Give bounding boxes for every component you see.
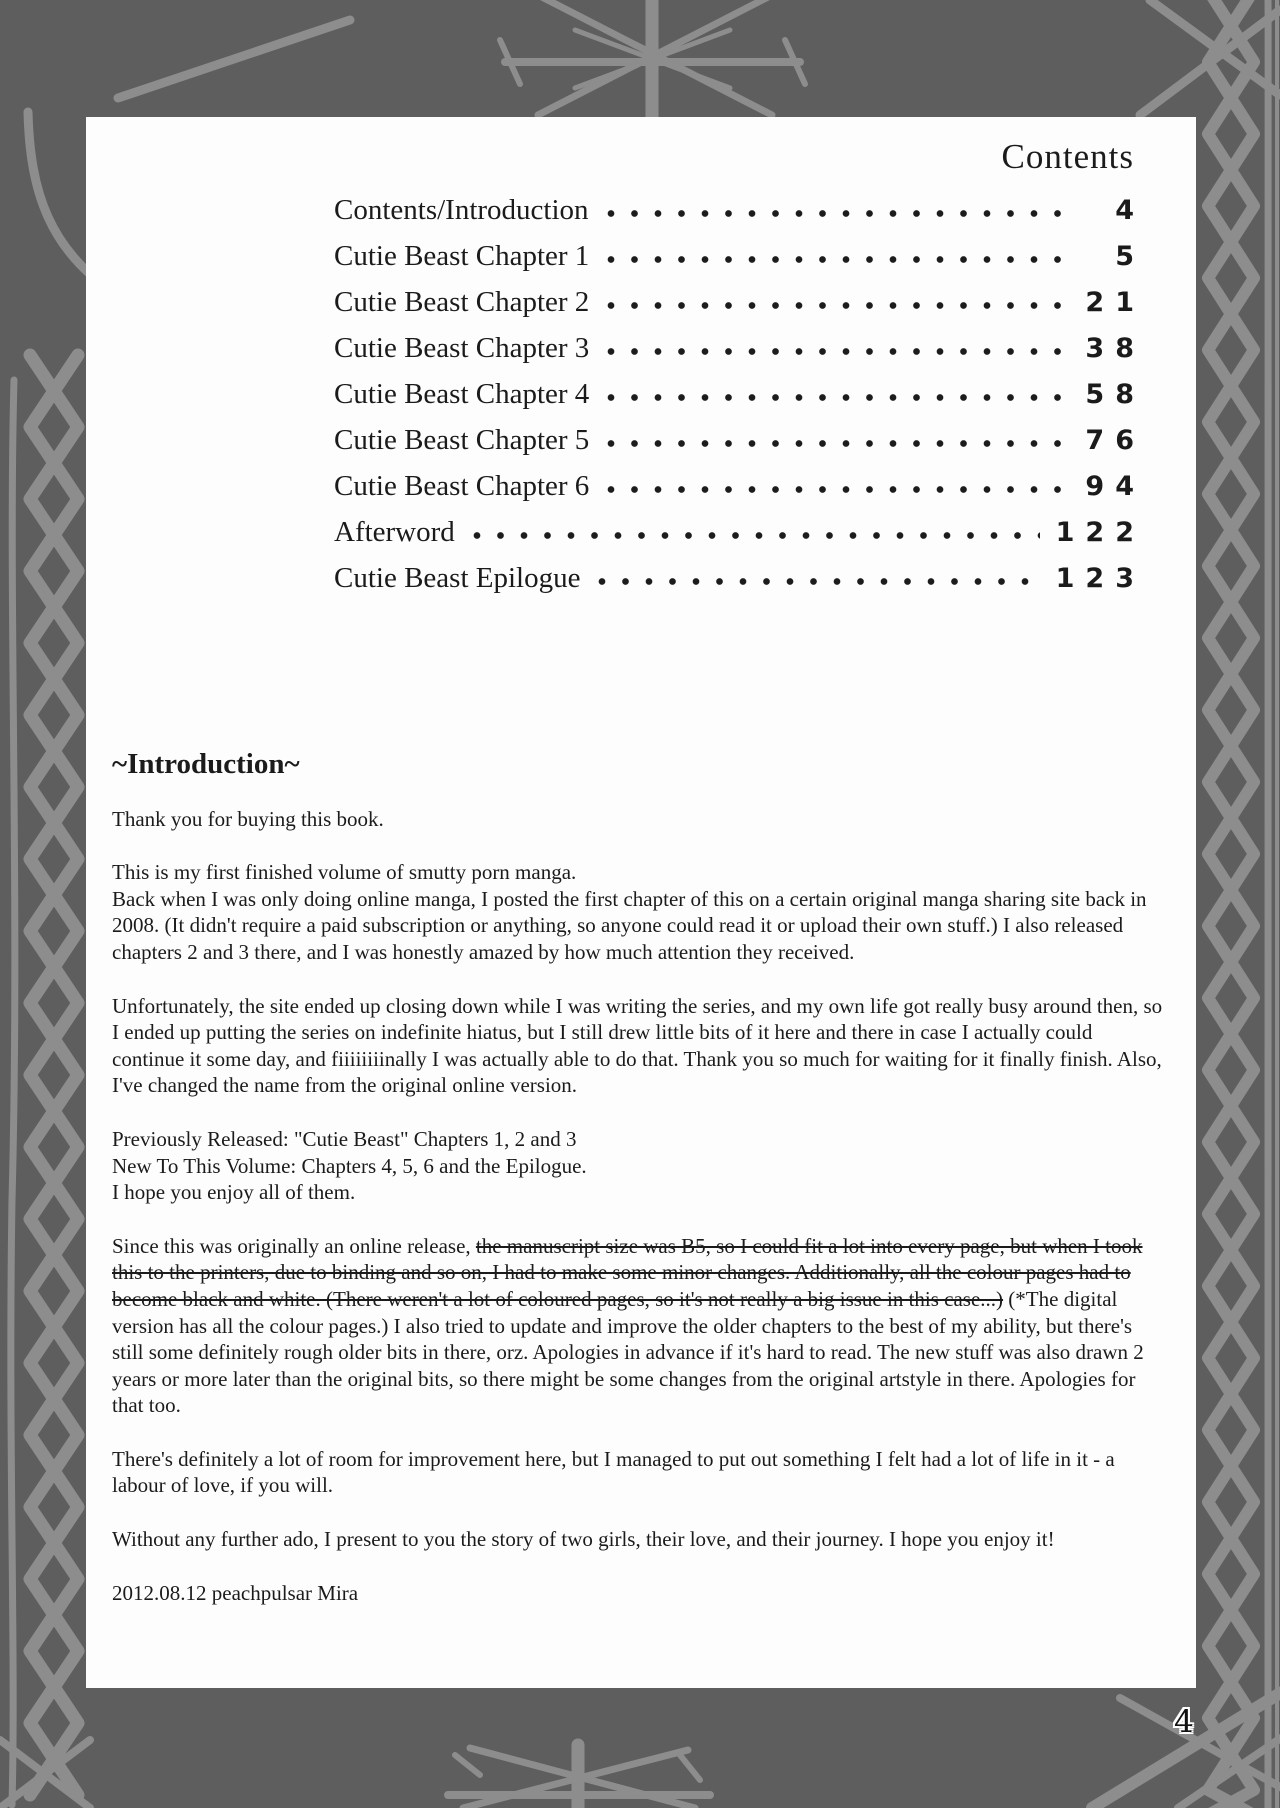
intro-paragraph-thanks: Thank you for buying this book.	[112, 806, 384, 831]
toc-page-number: 21	[1085, 286, 1145, 318]
intro-paragraph-released	[112, 1126, 1166, 1206]
toc-row	[334, 555, 1145, 601]
toc-label: Cutie Beast Chapter 6	[334, 469, 590, 502]
toc-label: Contents/Introduction	[334, 193, 589, 226]
toc-row	[334, 187, 1145, 233]
left-braid-pattern	[11, 355, 78, 1805]
toc-page-number: 123	[1055, 562, 1145, 594]
toc-page-number: 5	[1115, 240, 1145, 272]
toc-page-number: 122	[1055, 516, 1145, 548]
dot-leader	[607, 383, 1065, 412]
toc-row	[334, 279, 1145, 325]
toc-page-number: 4	[1115, 194, 1145, 226]
toc-label: Cutie Beast Chapter 2	[334, 285, 590, 318]
introduction-section	[112, 748, 1166, 1633]
toc-row	[334, 233, 1145, 279]
toc-page-number: 58	[1085, 378, 1145, 410]
page-number: 4	[1174, 1704, 1194, 1740]
toc-label: Cutie Beast Epilogue	[334, 561, 581, 594]
toc-label: Cutie Beast Chapter 1	[334, 239, 590, 272]
toc-row	[334, 417, 1145, 463]
signature-line: 2012.08.12 peachpulsar Mira	[112, 1580, 359, 1605]
bottom-snowflake-icon	[448, 1745, 710, 1808]
top-snowflake-icon	[500, 0, 805, 118]
toc-label: Cutie Beast Chapter 5	[334, 423, 590, 456]
toc-row	[334, 325, 1145, 371]
top-right-cross-pattern	[1140, 0, 1280, 115]
dot-leader	[473, 521, 1040, 550]
released-line-2: New To This Volume: Chapters 4, 5, 6 and the Epilogue.	[112, 1153, 587, 1178]
right-chain-pattern	[1208, 0, 1277, 1808]
dot-leader	[607, 291, 1065, 320]
dot-leader	[607, 337, 1065, 366]
intro-paragraph-history	[112, 859, 1166, 965]
toc-row	[334, 371, 1145, 417]
toc-page-number: 94	[1085, 470, 1145, 502]
toc-page-number: 76	[1085, 424, 1145, 456]
dot-leader	[607, 245, 1065, 274]
print-changes-struck-text: the manuscript size was B5, so I could fit a lot into every page, but when I took this to the printers, due to binding and so on, I had to make some minor changes. Additionally, all the colour pages had to become black and white. (There weren't a lot of coloured pages, so it's not really a big issue in this case...)	[112, 1233, 1143, 1311]
intro-paragraph-hiatus: Unfortunately, the site ended up closing down while I was writing the series, and my own life got really busy around then, so I ended up putting the series on indefinite hiatus, but I still drew little bits of it here and there in case I actually could continue it some day, and fiiiiiiiinally I was actually able to do that. Thank you so much for waiting for it finally finish. Also, I've changed the name from the original online version.	[112, 993, 1163, 1098]
introduction-heading: ~Introduction~	[112, 748, 300, 780]
dot-leader	[607, 475, 1065, 504]
released-line-3: I hope you enjoy all of them.	[112, 1180, 356, 1205]
intro-paragraph-present: Without any further ado, I present to you the story of two girls, their love, and their journey. I hope you enjoy it!	[112, 1527, 1055, 1552]
print-changes-post: (*The digital version has all the colour pages.) I also tried to update and improve the older chapters to the best of my ability, but there's still some definitely rough older bits in there, orz. Apologies in advance if it's hard to read. The new stuff was also drawn 2 years or more later than the original bits, so there might be some changes from the original artstyle in there. Apologies for that too.	[112, 1286, 1144, 1418]
dot-leader	[598, 567, 1039, 596]
toc-page-number: 38	[1085, 332, 1145, 364]
toc-label: Afterword	[334, 515, 455, 548]
intro-paragraph-print-changes	[112, 1233, 1166, 1419]
table-of-contents	[334, 137, 1145, 601]
toc-row	[334, 509, 1145, 555]
print-changes-pre: Since this was originally an online release,	[112, 1233, 476, 1258]
released-line-1: Previously Released: "Cutie Beast" Chapters 1, 2 and 3	[112, 1126, 577, 1151]
history-line-1: This is my first finished volume of smutty porn manga.	[112, 860, 577, 885]
toc-label: Cutie Beast Chapter 4	[334, 377, 590, 410]
toc-row	[334, 463, 1145, 509]
book-page	[86, 117, 1196, 1688]
toc-label: Cutie Beast Chapter 3	[334, 331, 590, 364]
contents-title: Contents	[1001, 137, 1134, 176]
history-rest: Back when I was only doing online manga, I posted the first chapter of this on a certain original manga sharing site back in 2008. (It didn't require a paid subscription or anything, so anyone could read it or upload their own stuff.) I also released chapters 2 and 3 there, and I was honestly amazed by how much attention they received.	[112, 886, 1147, 964]
intro-paragraph-improvement: There's definitely a lot of room for improvement here, but I managed to put out something I felt had a lot of life in it - a labour of love, if you will.	[112, 1446, 1115, 1498]
dot-leader	[607, 199, 1065, 228]
dot-leader	[607, 429, 1065, 458]
